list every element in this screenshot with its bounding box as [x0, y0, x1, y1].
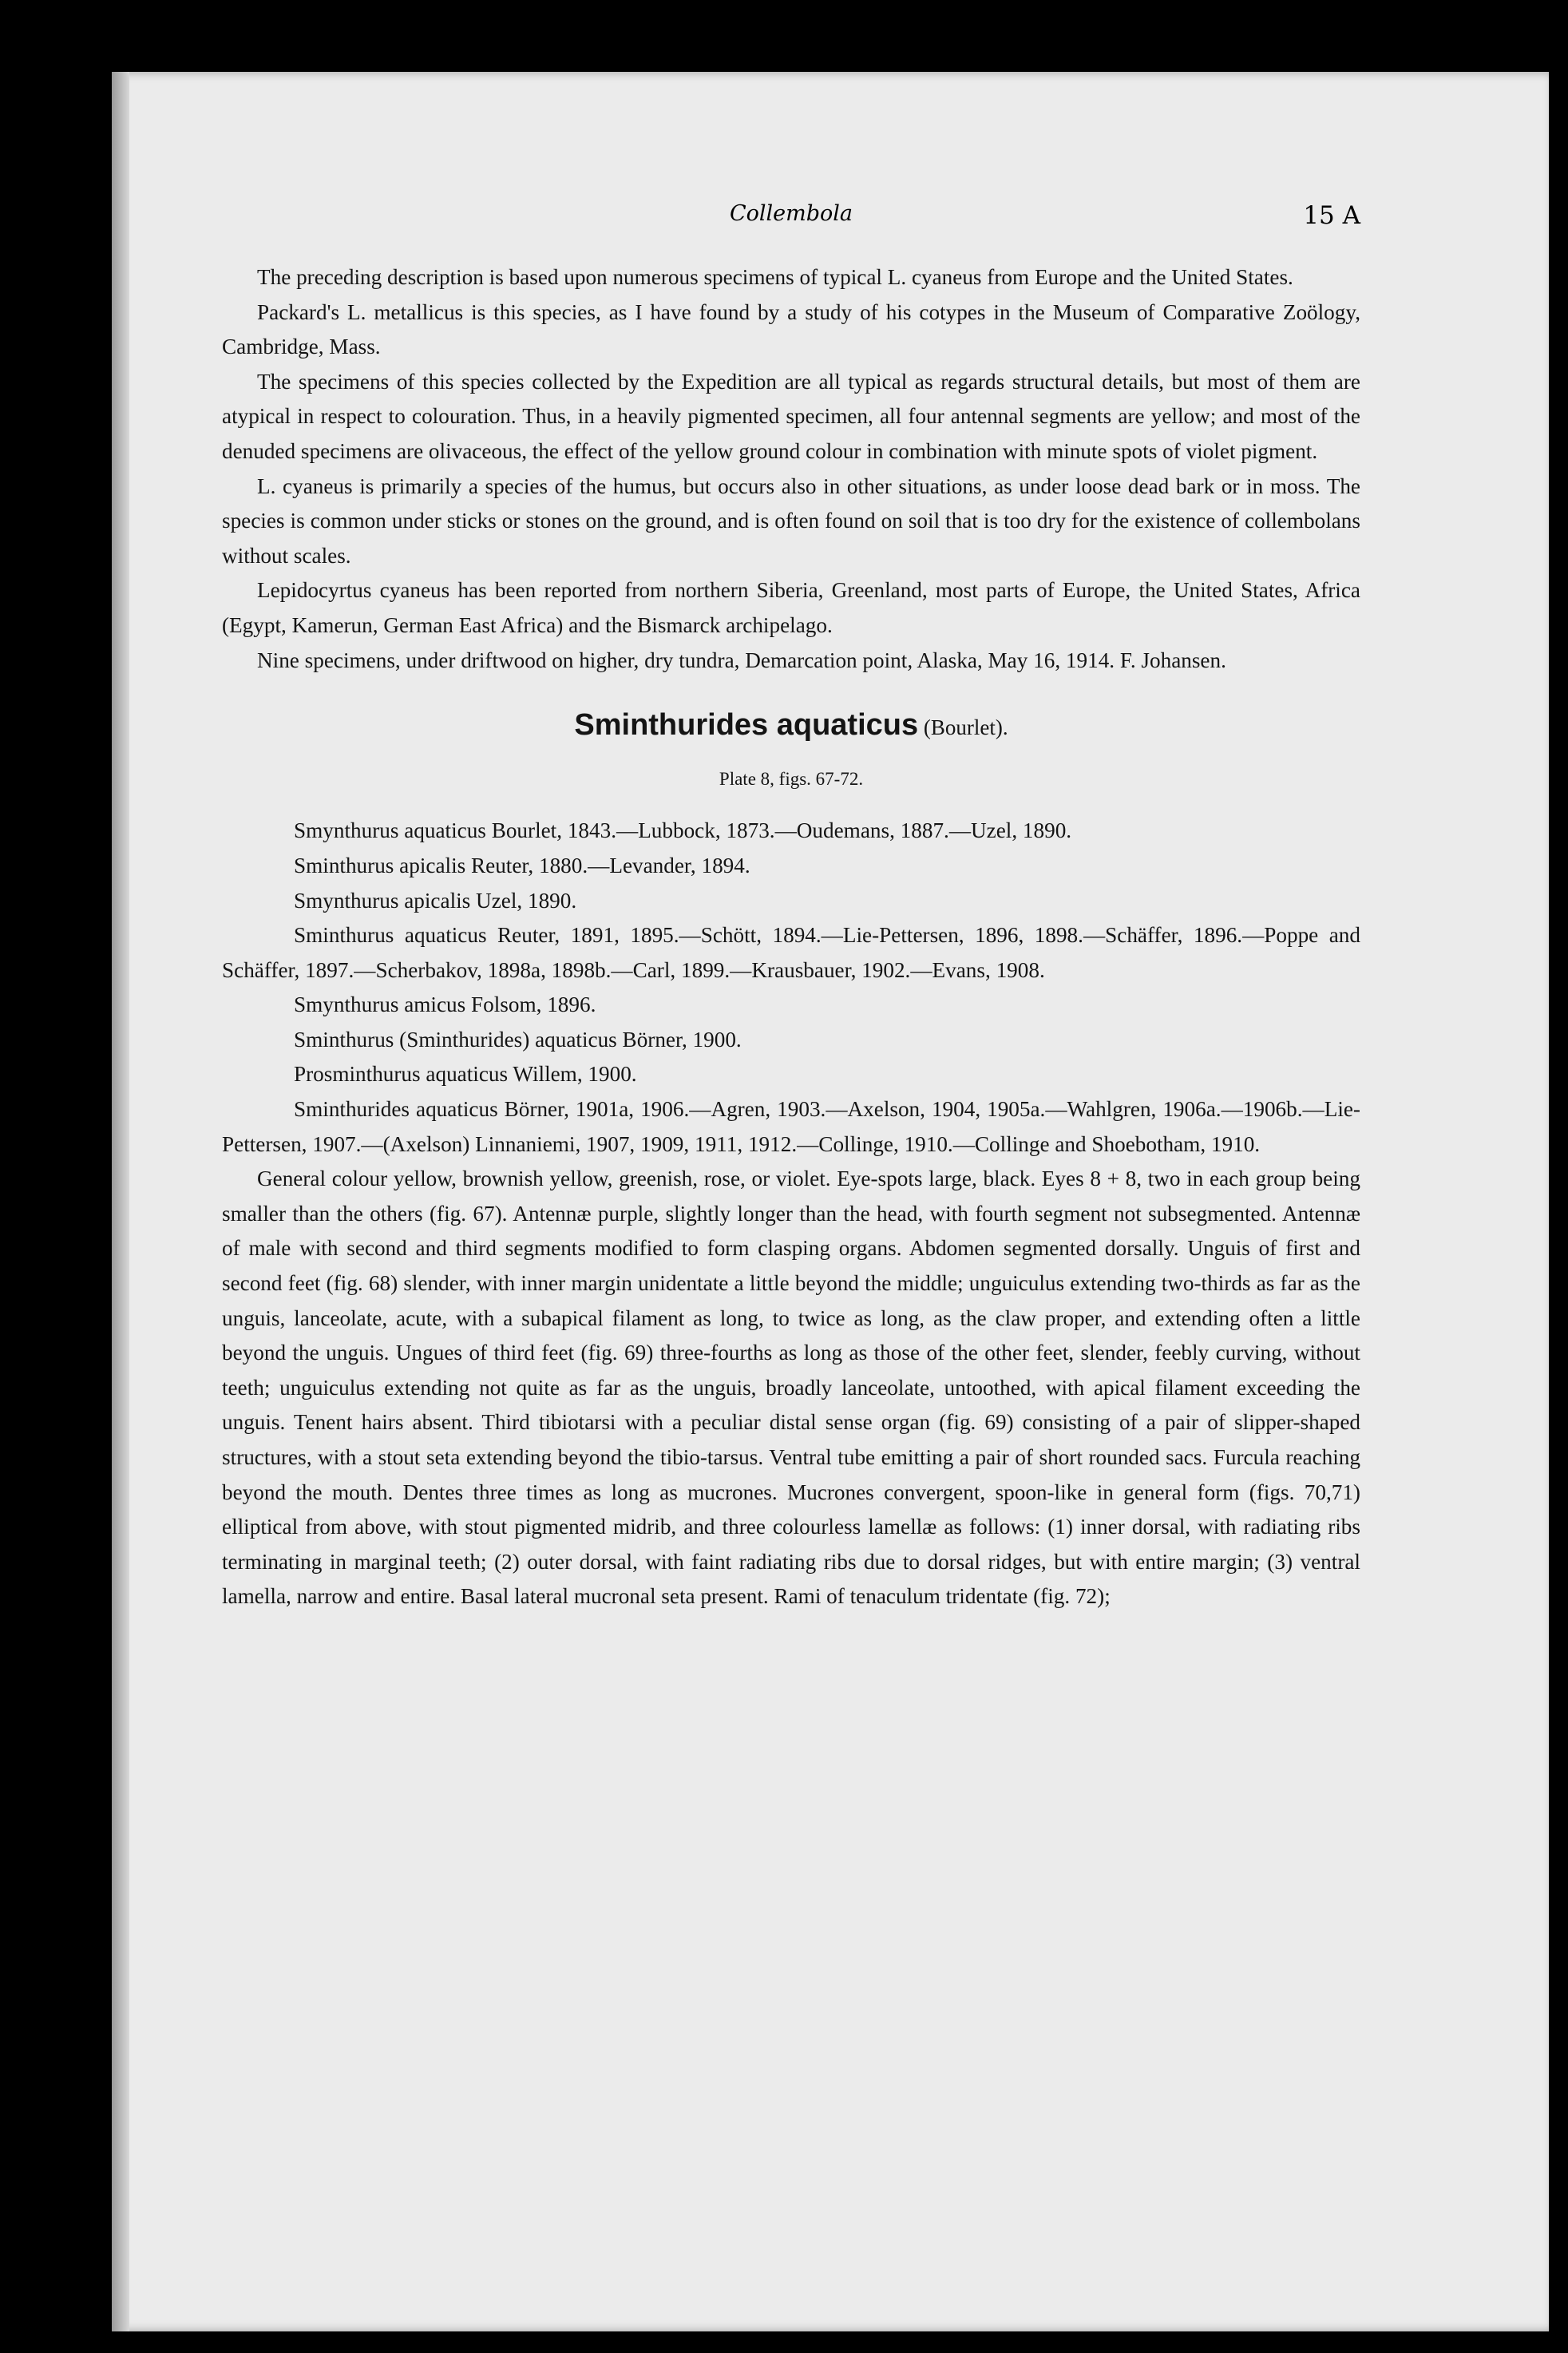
- synonym-entry: Smynthurus aquaticus Bourlet, 1843.—Lubbock, 1873.—Oudemans, 1887.—Uzel, 1890.: [294, 818, 1072, 843]
- paragraph: L. cyaneus is primarily a species of the humus, but occurs also in other situations, as under loose dead bark or in moss. The species is common under sticks or stones on the ground, and is often found on soil that is too dry for the existence of collembolans without scales.: [222, 473, 1360, 568]
- synonym-entry: Sminthurus apicalis Reuter, 1880.—Levander, 1894.: [294, 853, 750, 877]
- running-title: Collembola: [729, 201, 853, 226]
- page-number: 15 A: [1303, 201, 1360, 230]
- synonym-entry: Sminthurus (Sminthurides) aquaticus Börner, 1900.: [294, 1027, 742, 1052]
- paragraph: Packard's L. metallicus is this species, as I have found by a study of his cotypes in the Museum of Comparative Zoölogy, Cambridge, Mass.: [222, 299, 1360, 359]
- species-name: Sminthurides aquaticus: [574, 708, 919, 743]
- synonym-entry: Smynthurus amicus Folsom, 1896.: [294, 992, 596, 1017]
- plate-reference: Plate 8, figs. 67-72.: [719, 768, 864, 789]
- page-gutter: [112, 72, 129, 2331]
- body-text: [222, 260, 1360, 1614]
- paragraph: Nine specimens, under driftwood on higher, dry tundra, Demarcation point, Alaska, May 16, 1914. F. Johansen.: [257, 648, 1226, 672]
- paragraph: The specimens of this species collected by the Expedition are all typical as regards structural details, but most of them are atypical in respect to colouration. Thus, in a heavily pigmented specimen, all four antennal segments are yellow; and most of the denuded specimens are olivaceous, the effect of the yellow ground colour in combination with minute spots of violet pigment.: [222, 369, 1360, 463]
- species-author: (Bourlet).: [923, 715, 1008, 740]
- synonym-entry: Prosminthurus aquaticus Willem, 1900.: [294, 1062, 637, 1087]
- synonym-entry: Sminthurus aquaticus Reuter, 1891, 1895.—Schött, 1894.—Lie-Pettersen, 1896, 1898.—Schäffer, 1896.—Poppe and Schäffer, 1897.—Scherbakov, 1898a, 1898b.—Carl, 1899.—Krausbauer, 1902.—Evans, 1908.: [222, 923, 1360, 982]
- paragraph: Lepidocyrtus cyaneus has been reported from northern Siberia, Greenland, most parts of Europe, the United States, Africa (Egypt, Kamerun, German East Africa) and the Bismarck archipelago.: [222, 578, 1360, 637]
- paragraph: The preceding description is based upon numerous specimens of typical L. cyaneus from Europe and the United States.: [257, 265, 1293, 289]
- species-heading: [222, 708, 1360, 746]
- running-head: [222, 201, 1360, 236]
- synonym-entry: Sminthurides aquaticus Börner, 1901a, 1906.—Agren, 1903.—Axelson, 1904, 1905a.—Wahlgren, 1906a.—1906b.—Lie-Pettersen, 1907.—(Axelson) Linnaniemi, 1907, 1909, 1911, 1912.—Collinge, 1910.—Collinge and Shoebotham, 1910.: [222, 1097, 1360, 1156]
- synonym-entry: Smynthurus apicalis Uzel, 1890.: [294, 888, 577, 913]
- species-description: General colour yellow, brownish yellow, greenish, rose, or violet. Eye-spots large, black. Eyes 8 + 8, two in each group being smaller than the others (fig. 67). Antennæ purple, slightly longer than the head, with fourth segment not subsegmented. Antennæ of male with second and third segments modified to form clasping organs. Abdomen segmented dorsally. Unguis of first and second feet (fig. 68) slender, with inner margin unidentate a little beyond the middle; unguiculus extending two-thirds as far as the unguis, lanceolate, acute, with a subapical filament as long, to twice as long, as the claw proper, and extending often a little beyond the unguis. Ungues of third feet (fig. 69) three-fourths as long as those of the other feet, slender, feebly curving, without teeth; unguiculus extending not quite as far as the unguis, broadly lanceolate, untoothed, with apical filament exceeding the unguis. Tenent hairs absent. Third tibiotarsi with a peculiar distal sense organ (fig. 69) consisting of a pair of slipper-shaped structures, with a stout seta extending beyond the tibio-tarsus. Ventral tube emitting a pair of short rounded sacs. Furcula reaching beyond the mouth. Dentes three times as long as mucrones. Mucrones convergent, spoon-like in general form (figs. 70,71) elliptical from above, with stout pigmented midrib, and three colourless lamellæ as follows: (1) inner dorsal, with radiating ribs terminating in marginal teeth; (2) outer dorsal, with faint radiating ribs due to dorsal ridges, but with entire margin; (3) ventral lamella, narrow and entire. Basal lateral mucronal seta present. Rami of tenaculum tridentate (fig. 72);: [222, 1167, 1360, 1609]
